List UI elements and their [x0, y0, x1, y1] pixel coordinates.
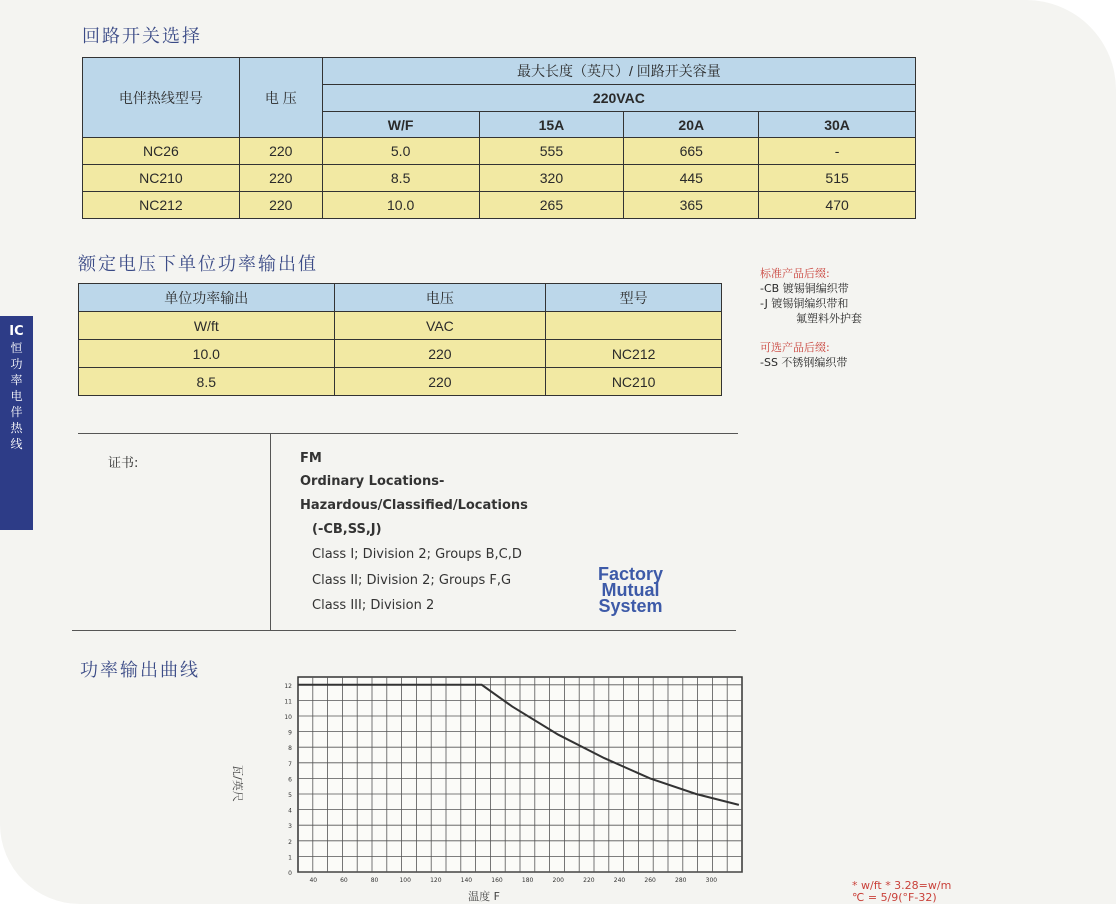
logo-line: Factory: [598, 564, 664, 584]
header-model: 电伴热线型号: [83, 58, 240, 138]
y-tick-label: 6: [288, 776, 292, 784]
table-cell: [546, 312, 722, 340]
optional-suffix-title: 可选产品后缀:: [760, 341, 830, 354]
table-row: [83, 138, 916, 165]
table-cell: 220: [239, 192, 322, 219]
table-row: [83, 165, 916, 192]
y-tick-label: 5: [288, 792, 292, 799]
section-title-power-curve: 功率输出曲线: [80, 660, 200, 681]
circuit-breaker-table: [82, 57, 916, 219]
x-tick-label: 120: [430, 877, 442, 884]
divider: [78, 433, 738, 434]
header-wf: W/F: [322, 112, 479, 138]
suffix-notes: [760, 266, 862, 370]
logo-line: Mutual: [601, 580, 660, 600]
cert-line: Class I; Division 2; Groups B,C,D: [312, 547, 522, 562]
table-cell: 470: [759, 192, 916, 219]
y-tick-label: 0: [288, 870, 292, 877]
factory-mutual-logo: [598, 566, 663, 614]
x-tick-label: 60: [340, 877, 348, 884]
table-cell: NC212: [83, 192, 240, 219]
y-axis-ticks: [284, 683, 292, 877]
table-cell: 665: [624, 138, 759, 165]
suffix-j: -J 镀锡铜编织带和: [760, 297, 849, 310]
table-cell: 515: [759, 165, 916, 192]
header-20a: 20A: [624, 112, 759, 138]
x-tick-label: 40: [309, 877, 318, 884]
header-220vac: 220VAC: [322, 85, 915, 112]
x-tick-label: 280: [675, 877, 687, 884]
header-max-length: 最大长度（英尺）/ 回路开关容量: [322, 58, 915, 85]
section-title-power-output: 额定电压下单位功率输出值: [78, 254, 318, 275]
table-cell: 220: [334, 368, 546, 396]
table-row: [79, 312, 722, 340]
side-tab-char: 恒: [10, 341, 23, 355]
footnote-conversion: [852, 880, 951, 904]
x-tick-label: 220: [583, 877, 595, 884]
logo-line: System: [598, 596, 663, 616]
y-tick-label: 7: [288, 760, 292, 768]
table-cell: 10.0: [79, 340, 335, 368]
x-tick-label: 260: [644, 877, 656, 884]
suffix-ss: -SS 不锈钢编织带: [760, 356, 848, 369]
table-cell: 220: [239, 138, 322, 165]
cert-line: Class III; Division 2: [312, 598, 435, 613]
side-tab-char: 热: [10, 421, 23, 435]
y-tick-label: 1: [288, 854, 292, 862]
table-cell: 220: [334, 340, 546, 368]
x-tick-label: 140: [460, 877, 473, 884]
y-tick-label: 4: [288, 807, 292, 815]
footnote-line: ℃ = 5/9(°F-32): [852, 891, 937, 904]
header-model: 型号: [546, 284, 722, 312]
table-cell: 5.0: [322, 138, 479, 165]
table-cell: 8.5: [322, 165, 479, 192]
side-tab-char: 电: [10, 389, 23, 403]
table-cell: 320: [479, 165, 624, 192]
side-tab-char: 率: [10, 373, 23, 387]
x-tick-label: 80: [370, 877, 379, 884]
table-cell: VAC: [334, 312, 546, 340]
footnote-line: * w/ft * 3.28=w/m: [852, 879, 952, 892]
cert-line: (-CB,SS,J): [312, 522, 382, 537]
header-voltage: 电 压: [239, 58, 322, 138]
cert-line: Class II; Division 2; Groups F,G: [312, 573, 512, 588]
certificate-label: 证书:: [108, 456, 139, 471]
table-cell: 445: [624, 165, 759, 192]
y-tick-label: 8: [288, 745, 292, 753]
y-tick-label: 12: [284, 682, 292, 690]
x-tick-label: 160: [491, 877, 503, 884]
x-axis-label: 温度 F: [468, 890, 500, 903]
power-output-chart: [220, 665, 780, 905]
table-cell: W/ft: [79, 312, 335, 340]
table-cell: 10.0: [322, 192, 479, 219]
chart-grid: [298, 677, 742, 872]
table-cell: 555: [479, 138, 624, 165]
x-tick-label: 200: [552, 877, 565, 884]
table-row: [79, 368, 722, 396]
y-axis-label: 瓦/英尺: [231, 765, 244, 802]
header-unit-power: 单位功率输出: [79, 284, 335, 312]
header-30a: 30A: [759, 112, 916, 138]
table-row: [79, 340, 722, 368]
x-tick-label: 100: [399, 877, 411, 884]
side-tab-char: 线: [10, 437, 23, 451]
cert-line: Ordinary Locations-: [300, 474, 445, 489]
header-voltage: 电压: [334, 284, 546, 312]
section-title-circuit-breaker: 回路开关选择: [82, 26, 202, 47]
table-cell: -: [759, 138, 916, 165]
x-tick-label: 300: [705, 877, 718, 884]
suffix-j-continued: 氟塑料外护套: [796, 312, 862, 325]
table-cell: 365: [624, 192, 759, 219]
y-tick-label: 3: [288, 823, 292, 831]
table-cell: 8.5: [79, 368, 335, 396]
divider: [72, 630, 736, 631]
standard-suffix-title: 标准产品后缀:: [760, 267, 830, 280]
side-tab-char: 功: [10, 357, 23, 371]
power-output-table: [78, 283, 722, 396]
side-tab-char: 伴: [10, 405, 23, 419]
cert-line: FM: [300, 451, 322, 466]
x-tick-label: 180: [521, 877, 534, 884]
table-cell: 265: [479, 192, 624, 219]
y-tick-label: 9: [288, 729, 292, 737]
side-category-tab: [0, 316, 33, 530]
table-row: [83, 192, 916, 219]
table-cell: NC210: [546, 368, 722, 396]
cert-line: Hazardous/Classified/Locations: [300, 498, 528, 513]
x-axis-ticks: [309, 877, 717, 884]
table-cell: 220: [239, 165, 322, 192]
y-tick-label: 2: [288, 838, 292, 846]
table-cell: NC212: [546, 340, 722, 368]
y-tick-label: 10: [284, 714, 292, 721]
table-cell: NC26: [83, 138, 240, 165]
divider: [270, 433, 271, 631]
suffix-cb: -CB 镀锡铜编织带: [760, 282, 849, 295]
side-tab-char: IC: [9, 324, 24, 339]
x-tick-label: 240: [613, 877, 626, 884]
header-15a: 15A: [479, 112, 624, 138]
table-cell: NC210: [83, 165, 240, 192]
y-tick-label: 11: [284, 698, 292, 706]
